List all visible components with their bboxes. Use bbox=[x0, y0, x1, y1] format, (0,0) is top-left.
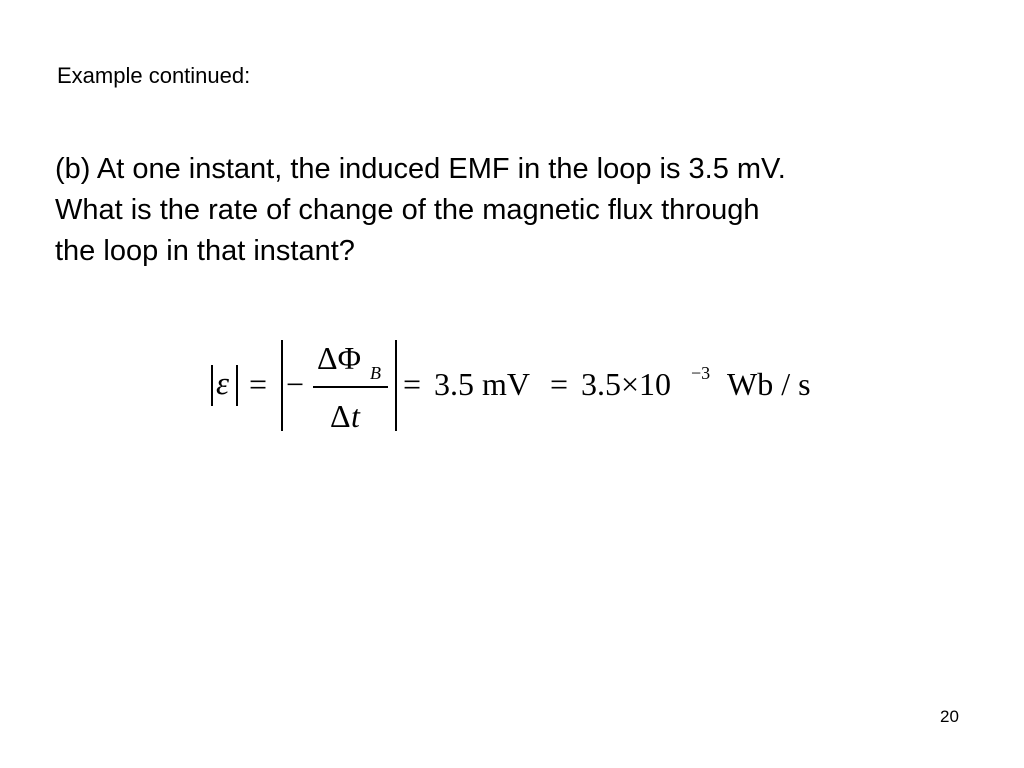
emf-symbol: ε bbox=[216, 366, 230, 402]
minus-sign: − bbox=[286, 366, 305, 402]
slide-heading: Example continued: bbox=[57, 63, 251, 88]
denominator-variable: t bbox=[351, 398, 360, 434]
abs-bar-left-2 bbox=[236, 365, 238, 406]
result-exponent: −3 bbox=[691, 363, 711, 383]
question-line-1: (b) At one instant, the induced EMF in the loop is 3.5 mV. bbox=[55, 153, 786, 185]
numerator-subscript: B bbox=[370, 363, 381, 383]
equals-sign-3: = bbox=[550, 366, 569, 402]
denominator-delta: Δ bbox=[330, 398, 351, 434]
result-millivolts: 3.5 mV bbox=[434, 366, 530, 402]
equals-sign-2: = bbox=[403, 366, 422, 402]
fraction-line bbox=[313, 386, 388, 388]
question-text bbox=[55, 149, 955, 272]
abs-bar-right-2 bbox=[395, 340, 397, 431]
abs-bar-right-1 bbox=[281, 340, 283, 431]
page-number: 20 bbox=[940, 707, 959, 726]
question-line-2: What is the rate of change of the magnetic flux through bbox=[55, 194, 760, 226]
numerator-delta-phi: ΔΦ bbox=[317, 340, 361, 376]
faraday-equation bbox=[200, 330, 840, 440]
result-unit: Wb / s bbox=[727, 366, 811, 402]
result-mantissa: 3.5×10 bbox=[581, 366, 672, 402]
question-line-3: the loop in that instant? bbox=[55, 235, 355, 267]
equals-sign-1: = bbox=[249, 366, 268, 402]
abs-bar-left-1 bbox=[211, 365, 213, 406]
